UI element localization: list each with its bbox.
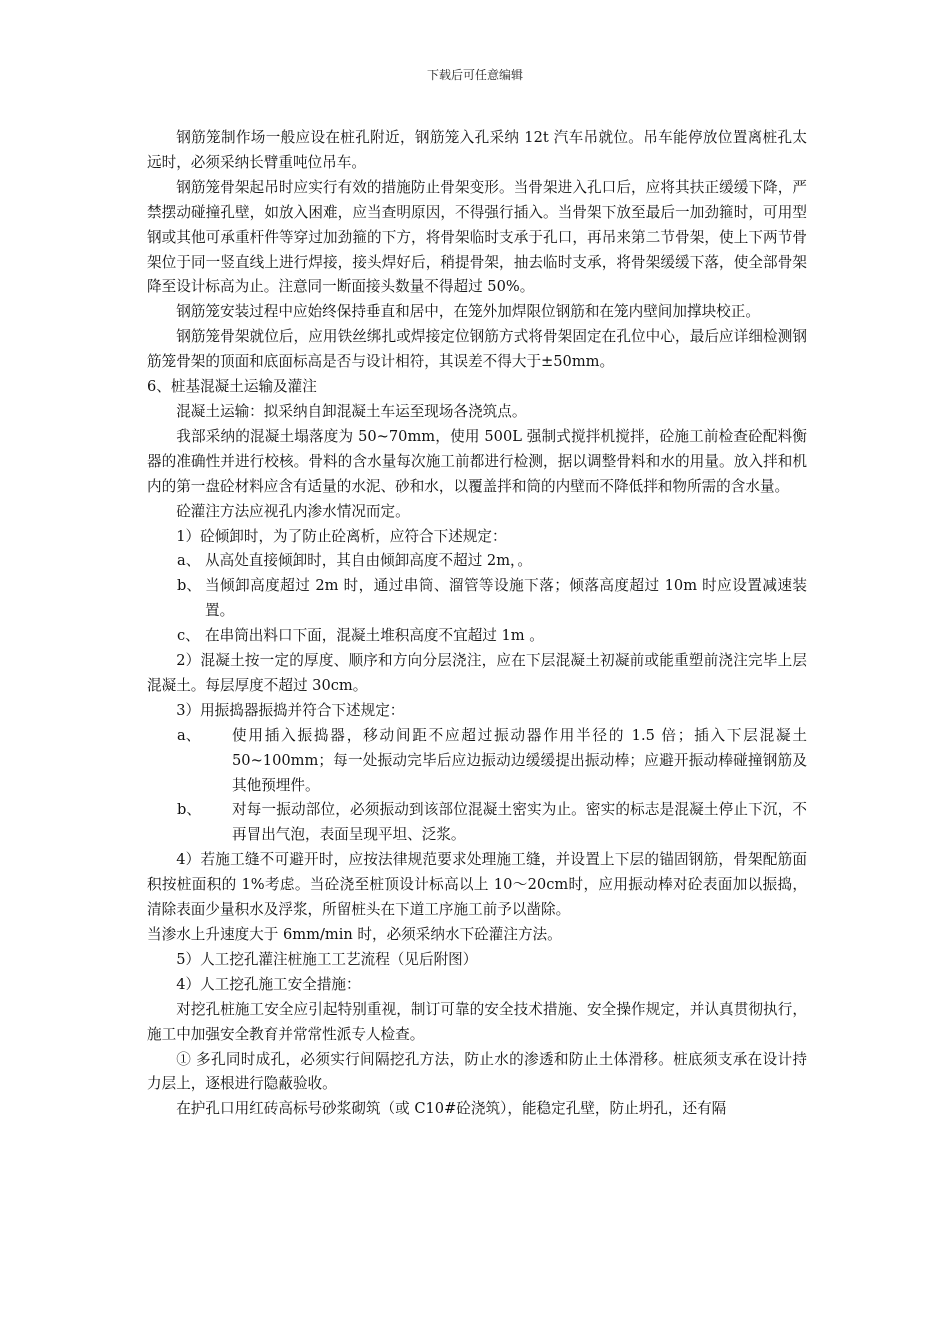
paragraph: 对挖孔桩施工安全应引起特别重视，制订可靠的安全技术措施、安全操作规定，并认真贯彻执行，施工中加强安全教育并常常性派专人检查。 (147, 1000, 807, 1043)
sub-list-item (147, 574, 807, 624)
item-label: c、 (177, 627, 200, 645)
sub-list-item (147, 624, 807, 649)
paragraph: 钢筋笼骨架就位后，应用铁丝绑扎或焊接定位钢筋方式将骨架固定在孔位中心，最后应详细检测钢筋笼骨架的顶面和底面标高是否与设计相符，其误差不得大于±50mm。 (147, 328, 807, 371)
item-text: 使用插入振捣器，移动间距不应超过振动器作用半径的 1.5 倍；插入下层混凝土 50~100mm；每一处振动完毕后应边振动边缓缓提出振动棒；应避开振动棒碰撞钢筋及其他预埋件。 (232, 726, 807, 794)
list-item: 4）若施工缝不可避开时，应按法律规范要求处理施工缝，并设置上下层的锚固钢筋，骨架配筋面积按桩面积的 1%考虑。当砼浇至桩顶设计标高以上 10～20cm时，应用振动棒对砼表面加以振捣，清除表面少量积水及浮浆，所留桩头在下道工序施工前予以凿除。 (147, 851, 807, 919)
paragraph: 钢筋笼制作场一般应设在桩孔附近，钢筋笼入孔采纳 12t 汽车吊就位。吊车能停放位置离桩孔太远时，必须采纳长臂重吨位吊车。 (147, 129, 807, 171)
list-item: 2）混凝土按一定的厚度、顺序和方向分层浇注，应在下层混凝土初凝前或能重塑前浇注完毕上层混凝土。每层厚度不超过 30cm。 (147, 652, 807, 694)
list-item: 3）用振捣器振捣并符合下述规定： (176, 701, 405, 719)
paragraph: 我部采纳的混凝土塌落度为 50~70mm，使用 500L 强制式搅拌机搅拌，砼施工前检查砼配料衡器的准确性并进行校核。骨料的含水量每次施工前都进行检测，据以调整骨料和水的用量。放入拌和机内的第一盘砼材料应含有适量的水泥、砂和水，以覆盖拌和筒的内壁而不降低拌和物所需的含水量。 (147, 427, 807, 495)
sub-list-item (147, 549, 807, 574)
paragraph: 砼灌注方法应视孔内渗水情况而定。 (176, 502, 410, 520)
list-item: 5）人工挖孔灌注桩施工工艺流程（见后附图） (176, 950, 478, 968)
list-item: 4）人工挖孔施工安全措施： (176, 975, 361, 993)
paragraph: 混凝土运输：拟采纳自卸混凝土车运至现场各浇筑点。 (176, 402, 527, 420)
page-header: 下载后可任意编辑 (426, 68, 523, 82)
document-body (147, 126, 807, 1122)
paragraph: 在护孔口用红砖高标号砂浆砌筑（或 C10#砼浇筑），能稳定孔壁，防止坍孔，还有隔 (176, 1100, 727, 1118)
item-text: 对每一振动部位，必须振动到该部位混凝土密实为止。密实的标志是混凝土停止下沉，不再冒出气泡，表面呈现平坦、泛浆。 (232, 801, 807, 844)
item-text: 从高处直接倾卸时，其自由倾卸高度不超过 2m，。 (205, 552, 532, 570)
item-label: b、 (177, 577, 201, 595)
item-label: b、 (177, 801, 201, 819)
item-text: 在串筒出料口下面，混凝土堆积高度不宜超过 1m 。 (205, 627, 544, 645)
list-item: 1）砼倾卸时，为了防止砼离析，应符合下述规定： (176, 527, 507, 545)
paragraph: ① 多孔同时成孔，必须实行间隔挖孔方法，防止水的渗透和防止土体滑移。桩底须支承在设计持力层上，逐根进行隐蔽验收。 (147, 1050, 807, 1093)
paragraph: 钢筋笼安装过程中应始终保持垂直和居中，在笼外加焊限位钢筋和在笼内壁间加撑块校正。 (176, 303, 760, 321)
item-text: 当倾卸高度超过 2m 时，通过串筒、溜管等设施下落；倾落高度超过 10m 时应设置减速装置。 (205, 577, 807, 620)
item-label: a、 (177, 552, 201, 570)
section-heading: 6、桩基混凝土运输及灌注 (147, 378, 317, 396)
sub-list-item (147, 724, 807, 799)
paragraph: 钢筋笼骨架起吊时应实行有效的措施防止骨架变形。当骨架进入孔口后，应将其扶正缓缓下降，严禁摆动碰撞孔壁，如放入困难，应当查明原因，不得强行插入。当骨架下放至最后一加劲箍时，可用型钢或其他可承重杆件等穿过加劲箍的下方，将骨架临时支承于孔口，再吊来第二节骨架，使上下两节骨架位于同一竖直线上进行焊接，接头焊好后，稍提骨架，抽去临时支承，将骨架缓缓下落，使全部骨架降至设计标高为止。注意同一断面接头数量不得超过 50%。 (147, 178, 807, 296)
paragraph: 当渗水上升速度大于 6mm/min 时，必须采纳水下砼灌注方法。 (147, 926, 562, 943)
sub-list-item (147, 798, 807, 848)
item-label: a、 (177, 726, 201, 744)
